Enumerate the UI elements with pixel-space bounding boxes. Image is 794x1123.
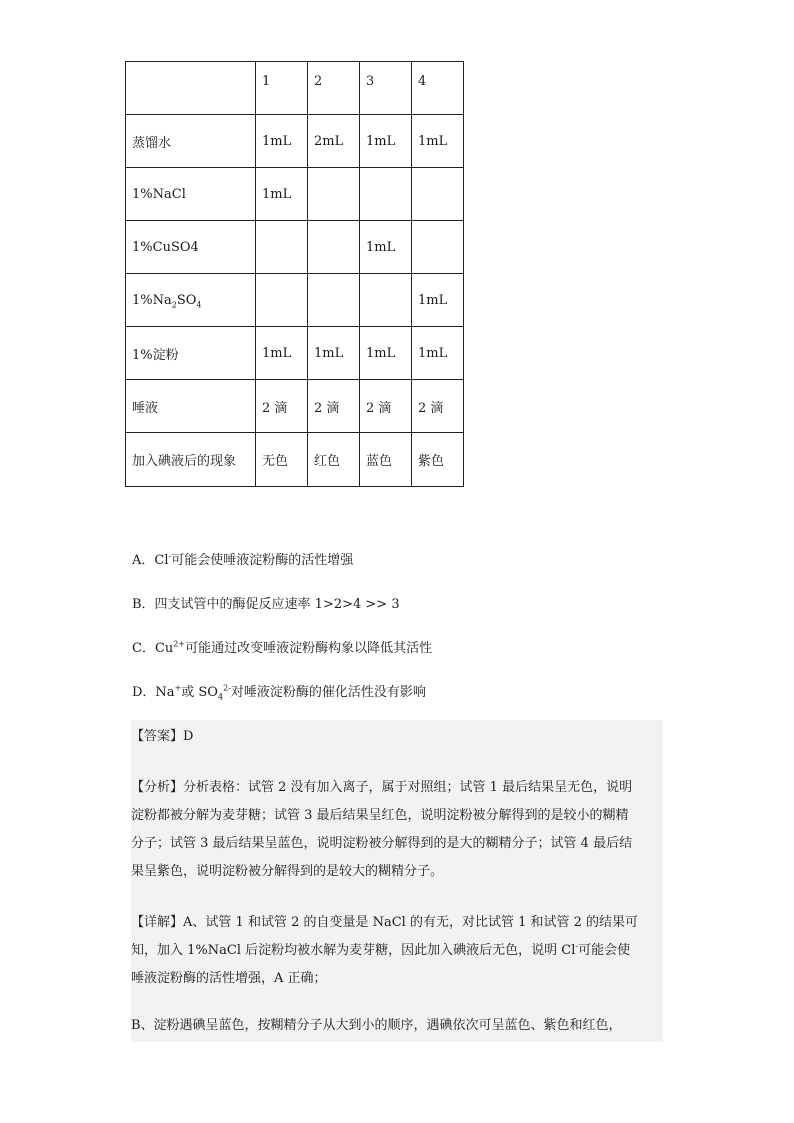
row-label-text: SO	[176, 292, 197, 308]
table-cell: 紫色	[412, 433, 464, 487]
table-cell: 1mL	[360, 327, 412, 380]
table-cell: 1mL	[308, 327, 360, 380]
table-header-cell	[126, 62, 256, 115]
table-cell	[360, 274, 412, 327]
table-cell: 1mL	[412, 274, 464, 327]
table-row	[126, 327, 464, 380]
option-b: B．四支试管中的酶促反应速率 1>2>4 >> 3	[132, 597, 400, 612]
analysis-line: 果呈紫色，说明淀粉被分解得到的是较大的糊精分子。	[131, 864, 444, 879]
table-cell: 2mL	[308, 115, 360, 168]
analysis-line: 淀粉都被分解为麦芽糖；试管 3 最后结果呈红色，说明淀粉被分解得到的是较小的糊精	[131, 808, 629, 823]
option-c-text: 可能通过改变唾液淀粉酶构象以降低其活性	[185, 641, 433, 656]
table-cell: 1mL	[256, 115, 308, 168]
table-cell: 2 滴	[412, 380, 464, 433]
option-d-text: D．Na	[132, 685, 175, 700]
option-d	[132, 683, 426, 703]
table-cell	[412, 221, 464, 274]
option-a-text: A．Cl	[132, 553, 169, 568]
answer-value: D	[183, 729, 194, 744]
detail-line	[131, 909, 663, 937]
table-row	[126, 380, 464, 433]
table-header-cell: 1	[256, 62, 308, 115]
table-header-cell: 2	[308, 62, 360, 115]
analysis-line	[131, 774, 663, 802]
superscript: -	[575, 941, 579, 951]
table-cell: 1mL	[360, 221, 412, 274]
subscript: 4	[217, 692, 224, 702]
analysis-line: 分子；试管 3 最后结果呈蓝色，说明淀粉被分解得到的是大的糊精分子；试管 4 最后结	[131, 836, 633, 851]
table-cell	[308, 274, 360, 327]
row-label: 1%NaCl	[126, 168, 256, 221]
detail-line: 唾液淀粉酶的活性增强，A 正确；	[131, 971, 327, 986]
detail-b-line: B、淀粉遇碘呈蓝色，按糊精分子从大到小的顺序，遇碘依次可呈蓝色、紫色和红色，	[131, 1018, 622, 1033]
table-cell: 2 滴	[308, 380, 360, 433]
subscript: 2	[171, 300, 177, 310]
table-row	[126, 115, 464, 168]
table-header-row	[126, 62, 464, 115]
table-row	[126, 433, 464, 487]
table-row	[126, 274, 464, 327]
table-cell	[412, 168, 464, 221]
row-label	[126, 274, 256, 327]
row-label: 加入碘液后的现象	[126, 433, 256, 487]
superscript: 2+	[173, 639, 186, 649]
table-cell	[360, 168, 412, 221]
table-cell	[256, 274, 308, 327]
table-cell	[308, 221, 360, 274]
option-d-text: 对唾液淀粉酶的催化活性没有影响	[230, 685, 426, 700]
table-cell: 2 滴	[360, 380, 412, 433]
row-label: 蒸馏水	[126, 115, 256, 168]
option-a-text: 可能会使唾液淀粉酶的活性增强	[171, 553, 354, 568]
table-cell: 1mL	[412, 115, 464, 168]
table-row	[126, 168, 464, 221]
table-cell: 1mL	[360, 115, 412, 168]
detail-tag: 【详解】	[131, 915, 184, 930]
detail-text: A、试管 1 和试管 2 的自变量是 NaCl 的有无，对比试管 1 和试管 2 的结果可	[183, 915, 639, 930]
table-cell	[308, 168, 360, 221]
table-cell	[256, 221, 308, 274]
table-cell: 2 滴	[256, 380, 308, 433]
answer-tag: 【答案】	[131, 729, 184, 744]
row-label-text: 1%Na	[132, 292, 172, 308]
analysis-paragraph	[131, 774, 663, 886]
row-label: 1%CuSO4	[126, 221, 256, 274]
option-c-text: C．Cu	[132, 641, 174, 656]
subscript: 4	[196, 300, 202, 310]
detail-paragraph	[131, 909, 663, 993]
option-d-text: 或 SO	[181, 685, 218, 700]
superscript: 2-	[223, 683, 231, 693]
row-label: 1%淀粉	[126, 327, 256, 380]
table-cell: 1mL	[256, 327, 308, 380]
experiment-table	[125, 61, 464, 487]
table-cell: 红色	[308, 433, 360, 487]
option-c	[132, 639, 432, 659]
table-header-cell: 4	[412, 62, 464, 115]
table-cell: 无色	[256, 433, 308, 487]
analysis-text: 分析表格：试管 2 没有加入离子，属于对照组；试管 1 最后结果呈无色，说明	[183, 780, 633, 795]
table-header-cell: 3	[360, 62, 412, 115]
detail-text: 可能会使	[578, 943, 631, 958]
detail-text: 知，加入 1%NaCl 后淀粉均被水解为麦芽糖，因此加入碘液后无色，说明 Cl	[131, 943, 576, 958]
table-cell: 1mL	[256, 168, 308, 221]
answer-line	[131, 723, 663, 751]
detail-line	[131, 937, 663, 965]
superscript: +	[174, 683, 182, 693]
row-label: 唾液	[126, 380, 256, 433]
table-cell: 1mL	[412, 327, 464, 380]
table-row	[126, 221, 464, 274]
superscript: -	[168, 551, 172, 561]
table-cell: 蓝色	[360, 433, 412, 487]
analysis-tag: 【分析】	[131, 780, 184, 795]
option-a	[132, 551, 353, 571]
